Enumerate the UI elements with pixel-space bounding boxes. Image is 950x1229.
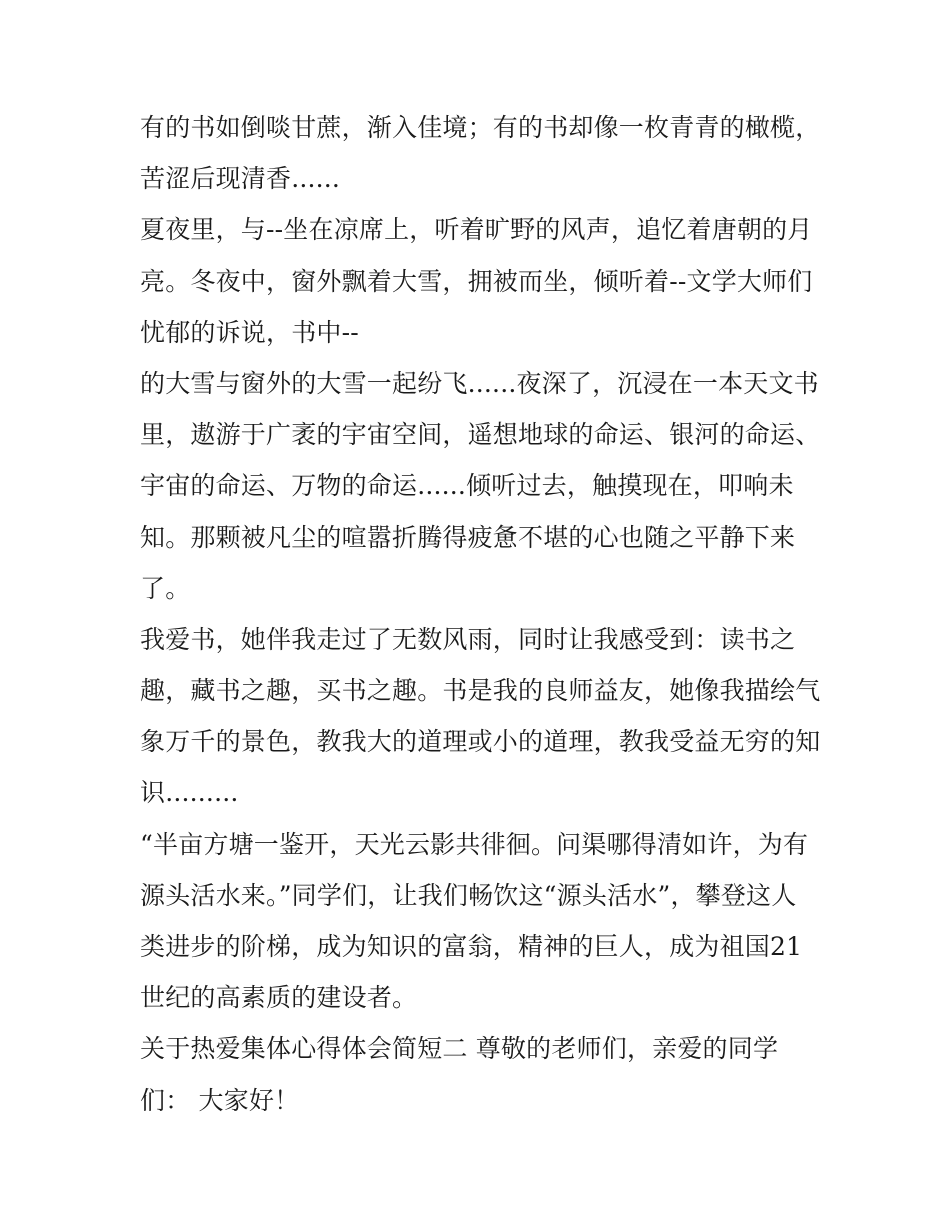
text-line: 我爱书，她伴我走过了无数风雨，同时让我感受到：读书之	[140, 624, 796, 654]
text-line: 关于热爱集体心得体会简短二 尊敬的老师们，亲爱的同学	[140, 1034, 779, 1064]
text-line: 们： 大家好！	[140, 1085, 300, 1115]
text-line: 源头活水来。”同学们，让我们畅饮这“源头活水”，攀登这人	[140, 880, 797, 910]
document-body	[140, 102, 820, 1126]
text-line: “半亩方塘一鉴开，天光云影共徘徊。问渠哪得清如许，为有	[140, 829, 809, 859]
text-line: 象万千的景色，教我大的道理或小的道理，教我受益无穷的知	[140, 727, 821, 757]
text-line: 趣，藏书之趣，买书之趣。书是我的良师益友，她像我描绘气	[140, 676, 821, 706]
text-line: 亮。冬夜中，窗外飘着大雪，拥被而坐，倾听着--文学大师们	[140, 266, 813, 296]
text-line: 有的书如倒啖甘蔗，渐入佳境；有的书却像一枚青青的橄榄，	[140, 113, 821, 142]
text-line: 类进步的阶梯，成为知识的富翁，精神的巨人，成为祖国21	[140, 932, 803, 961]
text-line: 世纪的高素质的建设者。	[140, 983, 418, 1013]
text-line: 忧郁的诉说，书中--	[140, 317, 359, 347]
text-line: 夏夜里，与--坐在凉席上，听着旷野的风声，追忆着唐朝的月	[140, 215, 813, 245]
text-line: 里，遨游于广袤的宇宙空间，遥想地球的命运、银河的命运、	[140, 420, 821, 450]
text-line: 了。	[140, 573, 191, 603]
text-line: 宇宙的命运、万物的命运......倾听过去，触摸现在，叩响未	[140, 471, 794, 501]
text-line: 苦涩后现清香......	[140, 164, 341, 194]
text-line: 知。那颗被凡尘的喧嚣折腾得疲惫不堪的心也随之平静下来	[140, 522, 796, 552]
text-line: 识.........	[140, 778, 239, 808]
text-line: 的大雪与窗外的大雪一起纷飞......夜深了，沉浸在一本天文书	[140, 368, 819, 398]
